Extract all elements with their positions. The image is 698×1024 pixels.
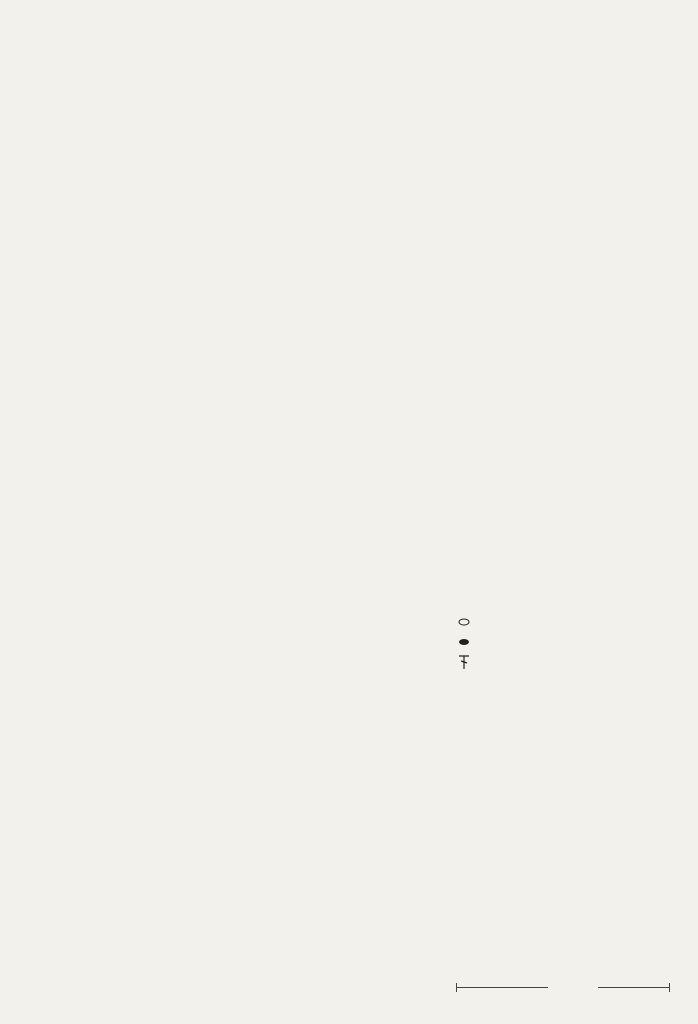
chain-stitch-icon: [456, 614, 472, 630]
legend-item-chain: [456, 612, 474, 632]
double-crochet-icon: [456, 654, 472, 670]
slip-stitch-icon: [456, 634, 472, 650]
legend-item-dc: [456, 652, 474, 672]
legend: [456, 602, 474, 672]
legend-item-slip: [456, 632, 474, 652]
